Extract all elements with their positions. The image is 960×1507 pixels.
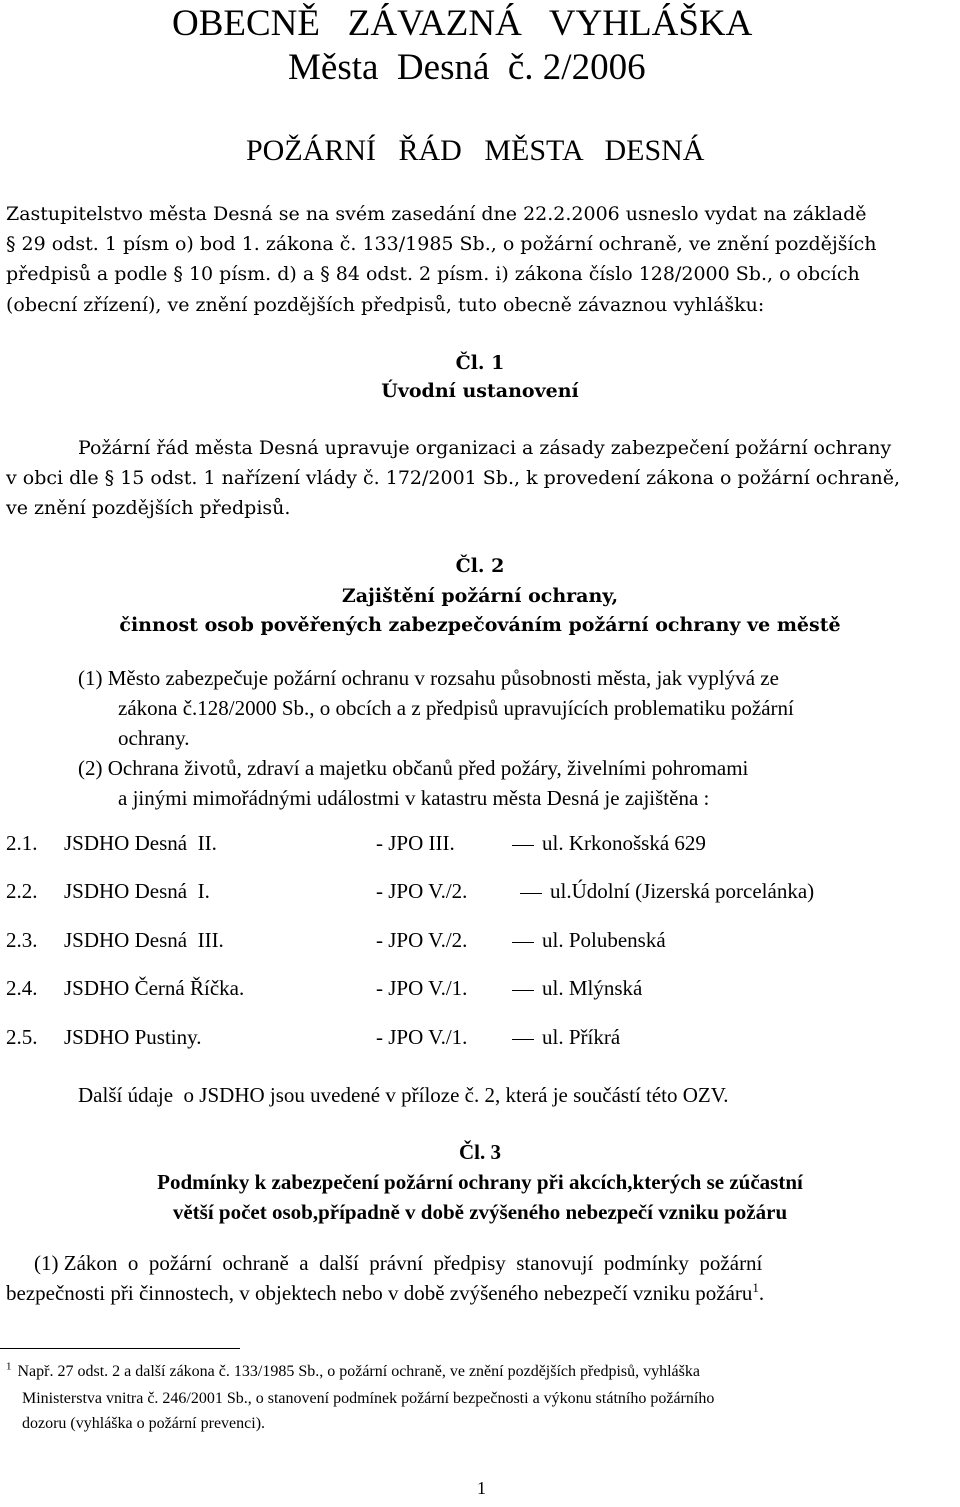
article-3-par-1-line-1: (1) Zákon o požární ochraně a další právní předpisy stanovují podmínky požární	[34, 1251, 763, 1275]
article-3-par-1-line-2-text: bezpečnosti při činnostech, v objektech nebo v době zvýšeného nebezpečí vzniku požáru	[6, 1281, 753, 1305]
unit-row-street	[512, 925, 666, 955]
unit-row-jpo: - JPO V./2.	[376, 928, 468, 952]
unit-row-name: JSDHO Černá Říčka.	[64, 976, 245, 1000]
preamble-line-1: Zastupitelstvo města Desná se na svém zasedání dne 22.2.2006 usneslo vydat na základě	[6, 203, 867, 225]
article-2-title-line-1: Zajištění požární ochrany,	[341, 585, 619, 607]
unit-street-text: ul. Mlýnská	[542, 976, 643, 1000]
unit-row-num: 2.5.	[6, 1025, 38, 1049]
unit-street-text: ul.Údolní (Jizerská porcelánka)	[550, 879, 815, 903]
unit-row-street	[512, 828, 706, 858]
article-3-title-line-2: větší počet osob,případně v době zvýšeného nebezpečí vzniku požáru	[172, 1200, 788, 1224]
article-2-par-2-line-1: (2) Ochrana životů, zdraví a majetku občanů před požáry, živelními pohromami	[78, 756, 749, 780]
footnote-line-1: Např. 27 odst. 2 a další zákona č. 133/1985 Sb., o požární ochraně, ve znění pozdějších předpisů, vyhláška	[17, 1363, 700, 1380]
document-number: Města Desná č. 2/2006	[288, 47, 646, 88]
article-2-par-2-line-2: a jinými mimořádnými událostmi v katastru města Desná je zajištěna :	[118, 786, 710, 810]
unit-row-street	[512, 973, 642, 1003]
article-3-title-line-1: Podmínky k zabezpečení požární ochrany při akcích,kterých se zúčastní	[157, 1170, 803, 1194]
dash-mark	[520, 893, 542, 894]
unit-street-text: ul. Krkonošská 629	[542, 831, 706, 855]
article-2-note: Další údaje o JSDHO jsou uvedené v příloze č. 2, která je součástí této OZV.	[78, 1083, 729, 1107]
article-2-par-1-line-1: (1) Město zabezpečuje požární ochranu v rozsahu působnosti města, jak vyplývá ze	[78, 666, 779, 690]
article-1-title: Úvodní ustanovení	[381, 380, 579, 402]
unit-street-text: ul. Příkrá	[542, 1025, 621, 1049]
footnote-line-2: Ministerstva vnitra č. 246/2001 Sb., o stanovení podmínek požární bezpečnosti a výkonu státního požárního	[22, 1390, 715, 1407]
article-1-text-line-3: ve znění pozdějších předpisů.	[6, 497, 291, 519]
article-1-number: Čl. 1	[455, 352, 505, 374]
preamble-line-3: předpisů a podle § 10 písm. d) a § 84 odst. 2 písm. i) zákona číslo 128/2000 Sb., o obcích	[6, 263, 860, 285]
footnote	[6, 1360, 700, 1384]
preamble-line-4: (obecní zřízení), ve znění pozdějších předpisů, tuto obecně závaznou vyhlášku:	[6, 294, 765, 316]
unit-row-street	[520, 876, 814, 906]
unit-row-street	[512, 1022, 620, 1052]
document-subtitle: POŽÁRNÍ ŘÁD MĚSTA DESNÁ	[246, 134, 705, 167]
unit-row-jpo: - JPO V./2.	[376, 879, 468, 903]
document-title: OBECNĚ ZÁVAZNÁ VYHLÁŠKA	[172, 3, 753, 44]
dash-mark	[512, 845, 534, 846]
footnote-separator	[0, 1348, 240, 1349]
unit-row-name: JSDHO Desná I.	[64, 879, 210, 903]
footnote-mark: 1	[6, 1360, 12, 1373]
article-2-title-line-2: činnost osob pověřených zabezpečováním požární ochrany ve městě	[119, 614, 841, 636]
page-number: 1	[477, 1478, 486, 1498]
article-2-par-1-line-3: ochrany.	[118, 726, 190, 750]
article-3-number: Čl. 3	[459, 1140, 501, 1164]
unit-row-name: JSDHO Desná II.	[64, 831, 217, 855]
unit-row-jpo: - JPO V./1.	[376, 976, 468, 1000]
article-1-text-line-1: Požární řád města Desná upravuje organizaci a zásady zabezpečení požární ochrany	[78, 437, 892, 459]
article-3-par-1-line-2	[6, 1278, 764, 1308]
sentence-end: .	[758, 1281, 765, 1305]
unit-row-num: 2.1.	[6, 831, 38, 855]
footnote-line-3: dozoru (vyhláška o požární prevenci).	[22, 1415, 266, 1432]
unit-row-jpo: - JPO V./1.	[376, 1025, 468, 1049]
article-2-number: Čl. 2	[455, 555, 505, 577]
dash-mark	[512, 1039, 534, 1040]
article-2-par-1-line-2: zákona č.128/2000 Sb., o obcích a z předpisů upravujících problematiku požární	[118, 696, 794, 720]
unit-street-text: ul. Polubenská	[542, 928, 666, 952]
unit-row-name: JSDHO Pustiny.	[64, 1025, 202, 1049]
preamble-line-2: § 29 odst. 1 písm o) bod 1. zákona č. 133/1985 Sb., o požární ochraně, ve znění pozdějších	[6, 233, 877, 255]
article-1-text-line-2: v obci dle § 15 odst. 1 nařízení vlády č. 172/2001 Sb., k provedení zákona o požární ochraně,	[6, 467, 901, 489]
dash-mark	[512, 942, 534, 943]
unit-row-name: JSDHO Desná III.	[64, 928, 224, 952]
unit-row-num: 2.3.	[6, 928, 38, 952]
dash-mark	[512, 990, 534, 991]
unit-row-num: 2.4.	[6, 976, 38, 1000]
unit-row-jpo: - JPO III.	[376, 831, 455, 855]
unit-row-num: 2.2.	[6, 879, 38, 903]
footnote-reference: 1	[752, 1280, 759, 1295]
